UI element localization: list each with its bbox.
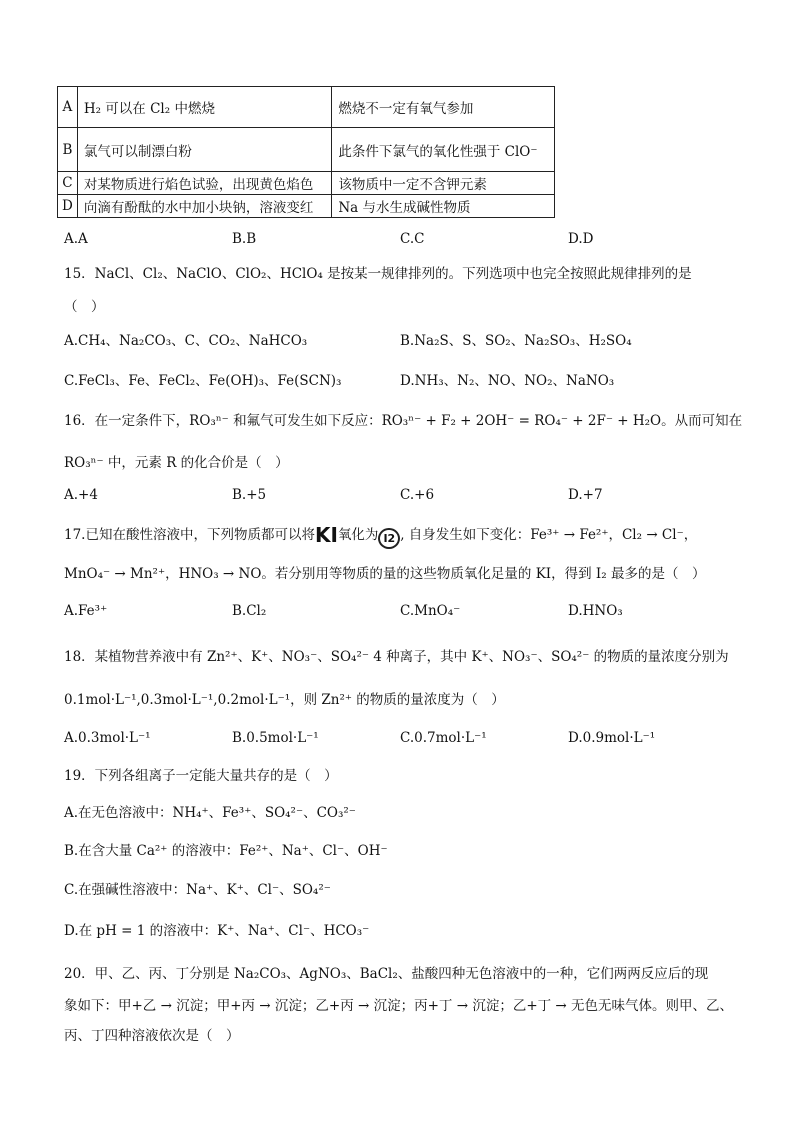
q17-stem-part: 17.已知在酸性溶液中，下列物质都可以将	[64, 527, 315, 543]
option-d[interactable]: D.+7	[568, 487, 603, 503]
option-b[interactable]: B.+5	[232, 487, 267, 503]
option-a[interactable]: A.CH₄、Na₂CO₃、C、CO₂、NaHCO₃	[64, 333, 308, 349]
option-b[interactable]: B.Cl₂	[232, 603, 267, 619]
i2-image-icon: I2	[378, 528, 400, 549]
option-a[interactable]: A.+4	[64, 487, 98, 503]
option-a[interactable]: A.在无色溶液中：NH₄⁺、Fe³⁺、SO₄²⁻、CO₃²⁻	[64, 805, 356, 821]
option-d[interactable]: D.0.9mol·L⁻¹	[568, 730, 656, 746]
row-statement: H₂ 可以在 Cl₂ 中燃烧	[77, 87, 332, 128]
option-a[interactable]: A.Fe³⁺	[64, 603, 108, 619]
row-conclusion: Na 与水生成碱性物质	[332, 195, 555, 218]
option-b[interactable]: B.B	[232, 231, 257, 247]
q17-stem-line1	[64, 523, 697, 549]
q15-stem: 15．NaCl、Cl₂、NaClO、ClO₂、HClO₄ 是按某一规律排列的。下列选项中也完全按照此规律排列的是	[64, 266, 692, 282]
row-conclusion: 此条件下氯气的氧化性强于 ClO⁻	[332, 128, 555, 172]
q16-stem-line1: 16．在一定条件下，RO₃ⁿ⁻ 和氟气可发生如下反应：RO₃ⁿ⁻ + F₂ + 2OH⁻ = RO₄⁻ + 2F⁻ + H₂O。从而可知在	[64, 413, 743, 429]
q16-stem-line2: RO₃ⁿ⁻ 中，元素 R 的化合价是（ ）	[64, 455, 289, 471]
row-statement: 氯气可以制漂白粉	[77, 128, 332, 172]
row-conclusion: 燃烧不一定有氧气参加	[332, 87, 555, 128]
option-d[interactable]: D.D	[568, 231, 594, 247]
table-row	[58, 195, 555, 218]
q20-stem-line3: 丙、丁四种溶液依次是（ ）	[64, 1028, 240, 1044]
q15-paren: （ ）	[64, 299, 105, 315]
row-conclusion: 该物质中一定不含钾元素	[332, 172, 555, 195]
q14-table	[57, 86, 555, 218]
q20-stem-line1: 20．甲、乙、丙、丁分别是 Na₂CO₃、AgNO₃、BaCl₂、盐酸四种无色溶液中的一种，它们两两反应后的现	[64, 966, 709, 982]
q19-stem: 19．下列各组离子一定能大量共存的是（ ）	[64, 768, 338, 784]
option-a[interactable]: A.A	[64, 231, 88, 247]
option-b[interactable]: B.0.5mol·L⁻¹	[232, 730, 319, 746]
option-d[interactable]: D.HNO₃	[568, 603, 623, 619]
ki-image-icon: KI	[314, 523, 338, 547]
table-row	[58, 87, 555, 128]
option-a[interactable]: A.0.3mol·L⁻¹	[64, 730, 151, 746]
row-label: C	[58, 172, 78, 195]
table-row	[58, 128, 555, 172]
q18-stem-line1: 18．某植物营养液中有 Zn²⁺、K⁺、NO₃⁻、SO₄²⁻ 4 种离子，其中 K⁺、NO₃⁻、SO₄²⁻ 的物质的量浓度分别为	[64, 649, 729, 665]
option-d[interactable]: D.在 pH = 1 的溶液中：K⁺、Na⁺、Cl⁻、HCO₃⁻	[64, 923, 370, 939]
row-label: B	[58, 128, 78, 172]
option-d[interactable]: D.NH₃、N₂、NO、NO₂、NaNO₃	[400, 373, 615, 389]
row-label: D	[58, 195, 78, 218]
row-statement: 对某物质进行焰色试验，出现黄色焰色	[77, 172, 332, 195]
option-c[interactable]: C.0.7mol·L⁻¹	[400, 730, 487, 746]
q18-stem-line2: 0.1mol·L⁻¹,0.3mol·L⁻¹,0.2mol·L⁻¹，则 Zn²⁺ 的物质的量浓度为（ ）	[64, 692, 505, 708]
q17-stem-part: , 自身发生如下变化：Fe³⁺ → Fe²⁺，Cl₂ → Cl⁻，	[400, 527, 698, 543]
q20-stem-line2: 象如下：甲+乙 → 沉淀；甲+丙 → 沉淀；乙+丙 → 沉淀；丙+丁 → 沉淀；乙+丁 → 无色无味气体。则甲、乙、	[64, 998, 734, 1014]
table-row	[58, 172, 555, 195]
q17-stem-part: 氧化为	[337, 527, 379, 543]
option-c[interactable]: C.+6	[400, 487, 435, 503]
option-b[interactable]: B.在含大量 Ca²⁺ 的溶液中：Fe²⁺、Na⁺、Cl⁻、OH⁻	[64, 843, 388, 859]
option-b[interactable]: B.Na₂S、S、SO₂、Na₂SO₃、H₂SO₄	[400, 333, 632, 349]
option-c[interactable]: C.在强碱性溶液中：Na⁺、K⁺、Cl⁻、SO₄²⁻	[64, 882, 331, 898]
q17-stem-line2: MnO₄⁻ → Mn²⁺，HNO₃ → NO。若分别用等物质的量的这些物质氧化足量的 KI，得到 I₂ 最多的是（ ）	[64, 566, 706, 582]
option-c[interactable]: C.MnO₄⁻	[400, 603, 461, 619]
row-statement: 向滴有酚酞的水中加小块钠，溶液变红	[77, 195, 332, 218]
option-c[interactable]: C.FeCl₃、Fe、FeCl₂、Fe(OH)₃、Fe(SCN)₃	[64, 373, 342, 389]
row-label: A	[58, 87, 78, 128]
option-c[interactable]: C.C	[400, 231, 425, 247]
